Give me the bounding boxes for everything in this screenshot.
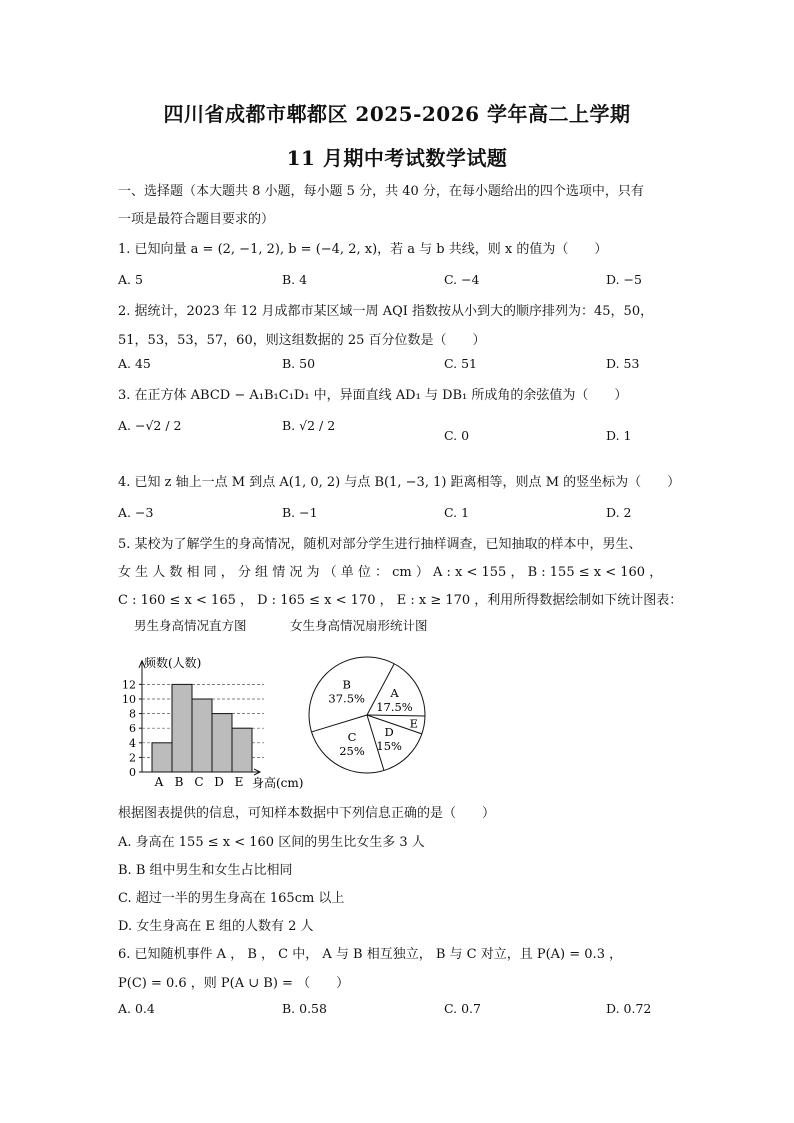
q3-option-d: D. 1 [606, 428, 632, 443]
q3-option-a [118, 418, 182, 433]
q5-option-c: C. 超过一半的男生身高在 165cm 以上 [118, 891, 345, 906]
y-tick-label: 2 [129, 751, 136, 765]
x-tick-label: B [174, 775, 184, 789]
question-5-stem-cont-2: C : 160 ≤ x < 165 ， D : 165 ≤ x < 170 ， E : x ≥ 170 ，利用所得数据绘制如下统计图表： [118, 593, 683, 608]
y-tick-label: 4 [129, 736, 136, 750]
male-height-histogram [108, 634, 308, 794]
q5-option-d: D. 女生身高在 E 组的人数有 2 人 [118, 919, 314, 934]
question-6-stem: 6. 已知随机事件 A ， B ， C 中， A 与 B 相互独立， B 与 C 对立，且 P(A) = 0.3 ， [118, 947, 623, 962]
question-5-stem-cont: 女 生 人 数 相 同 ， 分 组 情 况 为 （ 单 位 ： cm ） A : x < 155 ， B : 155 ≤ x < 160 ， [118, 565, 663, 580]
question-4-stem: 4. 已知 z 轴上一点 M 到点 A(1, 0, 2) 与点 B(1, −3, 1) 距离相等，则点 M 的竖坐标为（ ） [118, 475, 681, 490]
q6-option-d: D. 0.72 [606, 1001, 652, 1016]
q1-option-b: B. 4 [282, 272, 308, 287]
bar-C [192, 699, 212, 772]
q1-option-d: D. −5 [606, 272, 642, 287]
x-tick-label: A [154, 775, 164, 789]
q3-option-b-value: √2 / 2 [299, 418, 336, 433]
y-tick-label: 10 [122, 693, 136, 706]
pie-chart-title: 女生身高情况扇形统计图 [290, 618, 428, 633]
bar-E [232, 728, 252, 772]
q3-option-b [282, 418, 335, 433]
x-tick-label: D [214, 775, 224, 789]
section-heading-cont: 一项是最符合题目要求的） [118, 212, 275, 227]
question-1-stem: 1. 已知向量 a = (2, −1, 2), b = (−4, 2, x)，若 a 与 b 共线，则 x 的值为（ ） [118, 242, 608, 257]
section-heading: 一、选择题（本大题共 8 小题，每小题 5 分，共 40 分，在每小题给出的四个选项中，只有 [118, 184, 644, 199]
pie-pct-C: 25% [339, 744, 365, 759]
pie-label-B: B [342, 677, 351, 692]
exam-title-line-2: 11 月期中考试数学试题 [286, 146, 508, 170]
q2-option-b: B. 50 [282, 356, 316, 371]
y-axis-label: 频数(人数) [144, 655, 202, 670]
question-2-stem: 2. 据统计，2023 年 12 月成都市某区域一周 AQI 指数按从小到大的顺序排列为：45，50， [118, 304, 654, 319]
pie-label-E: E [409, 716, 419, 731]
pie-label-A: A [390, 685, 399, 700]
female-height-pie-chart [306, 654, 428, 776]
pie-pct-D: 15% [376, 738, 402, 753]
question-6-stem-cont: P(C) = 0.6 ，则 P(A ∪ B) = （ ） [118, 976, 350, 991]
q2-option-c: C. 51 [444, 356, 477, 371]
question-2-stem-cont: 51，53，53，57，60，则这组数据的 25 百分位数是（ ） [118, 333, 486, 348]
bar-B [172, 684, 192, 772]
pie-pct-A: 17.5% [376, 699, 413, 714]
q6-option-b: B. 0.58 [282, 1001, 327, 1016]
q5-option-a: A. 身高在 155 ≤ x < 160 区间的男生比女生多 3 人 [118, 835, 425, 850]
q3-option-b-label: B. [282, 418, 300, 433]
q6-option-a: A. 0.4 [118, 1001, 155, 1016]
bar-chart-title: 男生身高情况直方图 [134, 618, 247, 633]
question-5-prompt: 根据图表提供的信息，可知样本数据中下列信息正确的是（ ） [118, 806, 496, 821]
q2-option-d: D. 53 [606, 356, 640, 371]
q3-option-a-value: −√2 / 2 [134, 418, 182, 433]
q4-option-b: B. −1 [282, 505, 318, 520]
y-tick-label: 6 [129, 722, 136, 736]
q5-option-b: B. B 组中男生和女生占比相同 [118, 863, 293, 878]
pie-label-C: C [347, 730, 357, 745]
q2-option-a: A. 45 [118, 356, 151, 371]
q6-option-c: C. 0.7 [444, 1001, 481, 1016]
pie-pct-B: 37.5% [328, 691, 365, 706]
q3-option-c: C. 0 [444, 428, 470, 443]
bar-A [152, 743, 172, 772]
q4-option-a: A. −3 [118, 505, 154, 520]
bar-D [212, 714, 232, 772]
question-5-stem: 5. 某校为了解学生的身高情况，随机对部分学生进行抽样调查，已知抽取的样本中，男生、 [118, 537, 642, 552]
pie-label-D: D [384, 724, 394, 739]
x-tick-label: E [234, 775, 244, 789]
y-tick-label: 0 [129, 766, 136, 779]
q4-option-c: C. 1 [444, 505, 470, 520]
question-3-stem: 3. 在正方体 ABCD − A₁B₁C₁D₁ 中，异面直线 AD₁ 与 DB₁ 所成角的余弦值为（ ） [118, 388, 628, 403]
q3-option-a-label: A. [118, 418, 135, 433]
exam-title-line-1: 四川省成都市郫都区 2025-2026 学年高二上学期 [163, 102, 631, 126]
q4-option-d: D. 2 [606, 505, 632, 520]
x-axis-label: 身高(cm) [252, 776, 304, 790]
x-tick-label: C [194, 775, 204, 789]
q1-option-a: A. 5 [118, 272, 143, 287]
y-tick-label: 12 [122, 678, 136, 692]
y-tick-label: 8 [129, 707, 136, 721]
q1-option-c: C. −4 [444, 272, 480, 287]
